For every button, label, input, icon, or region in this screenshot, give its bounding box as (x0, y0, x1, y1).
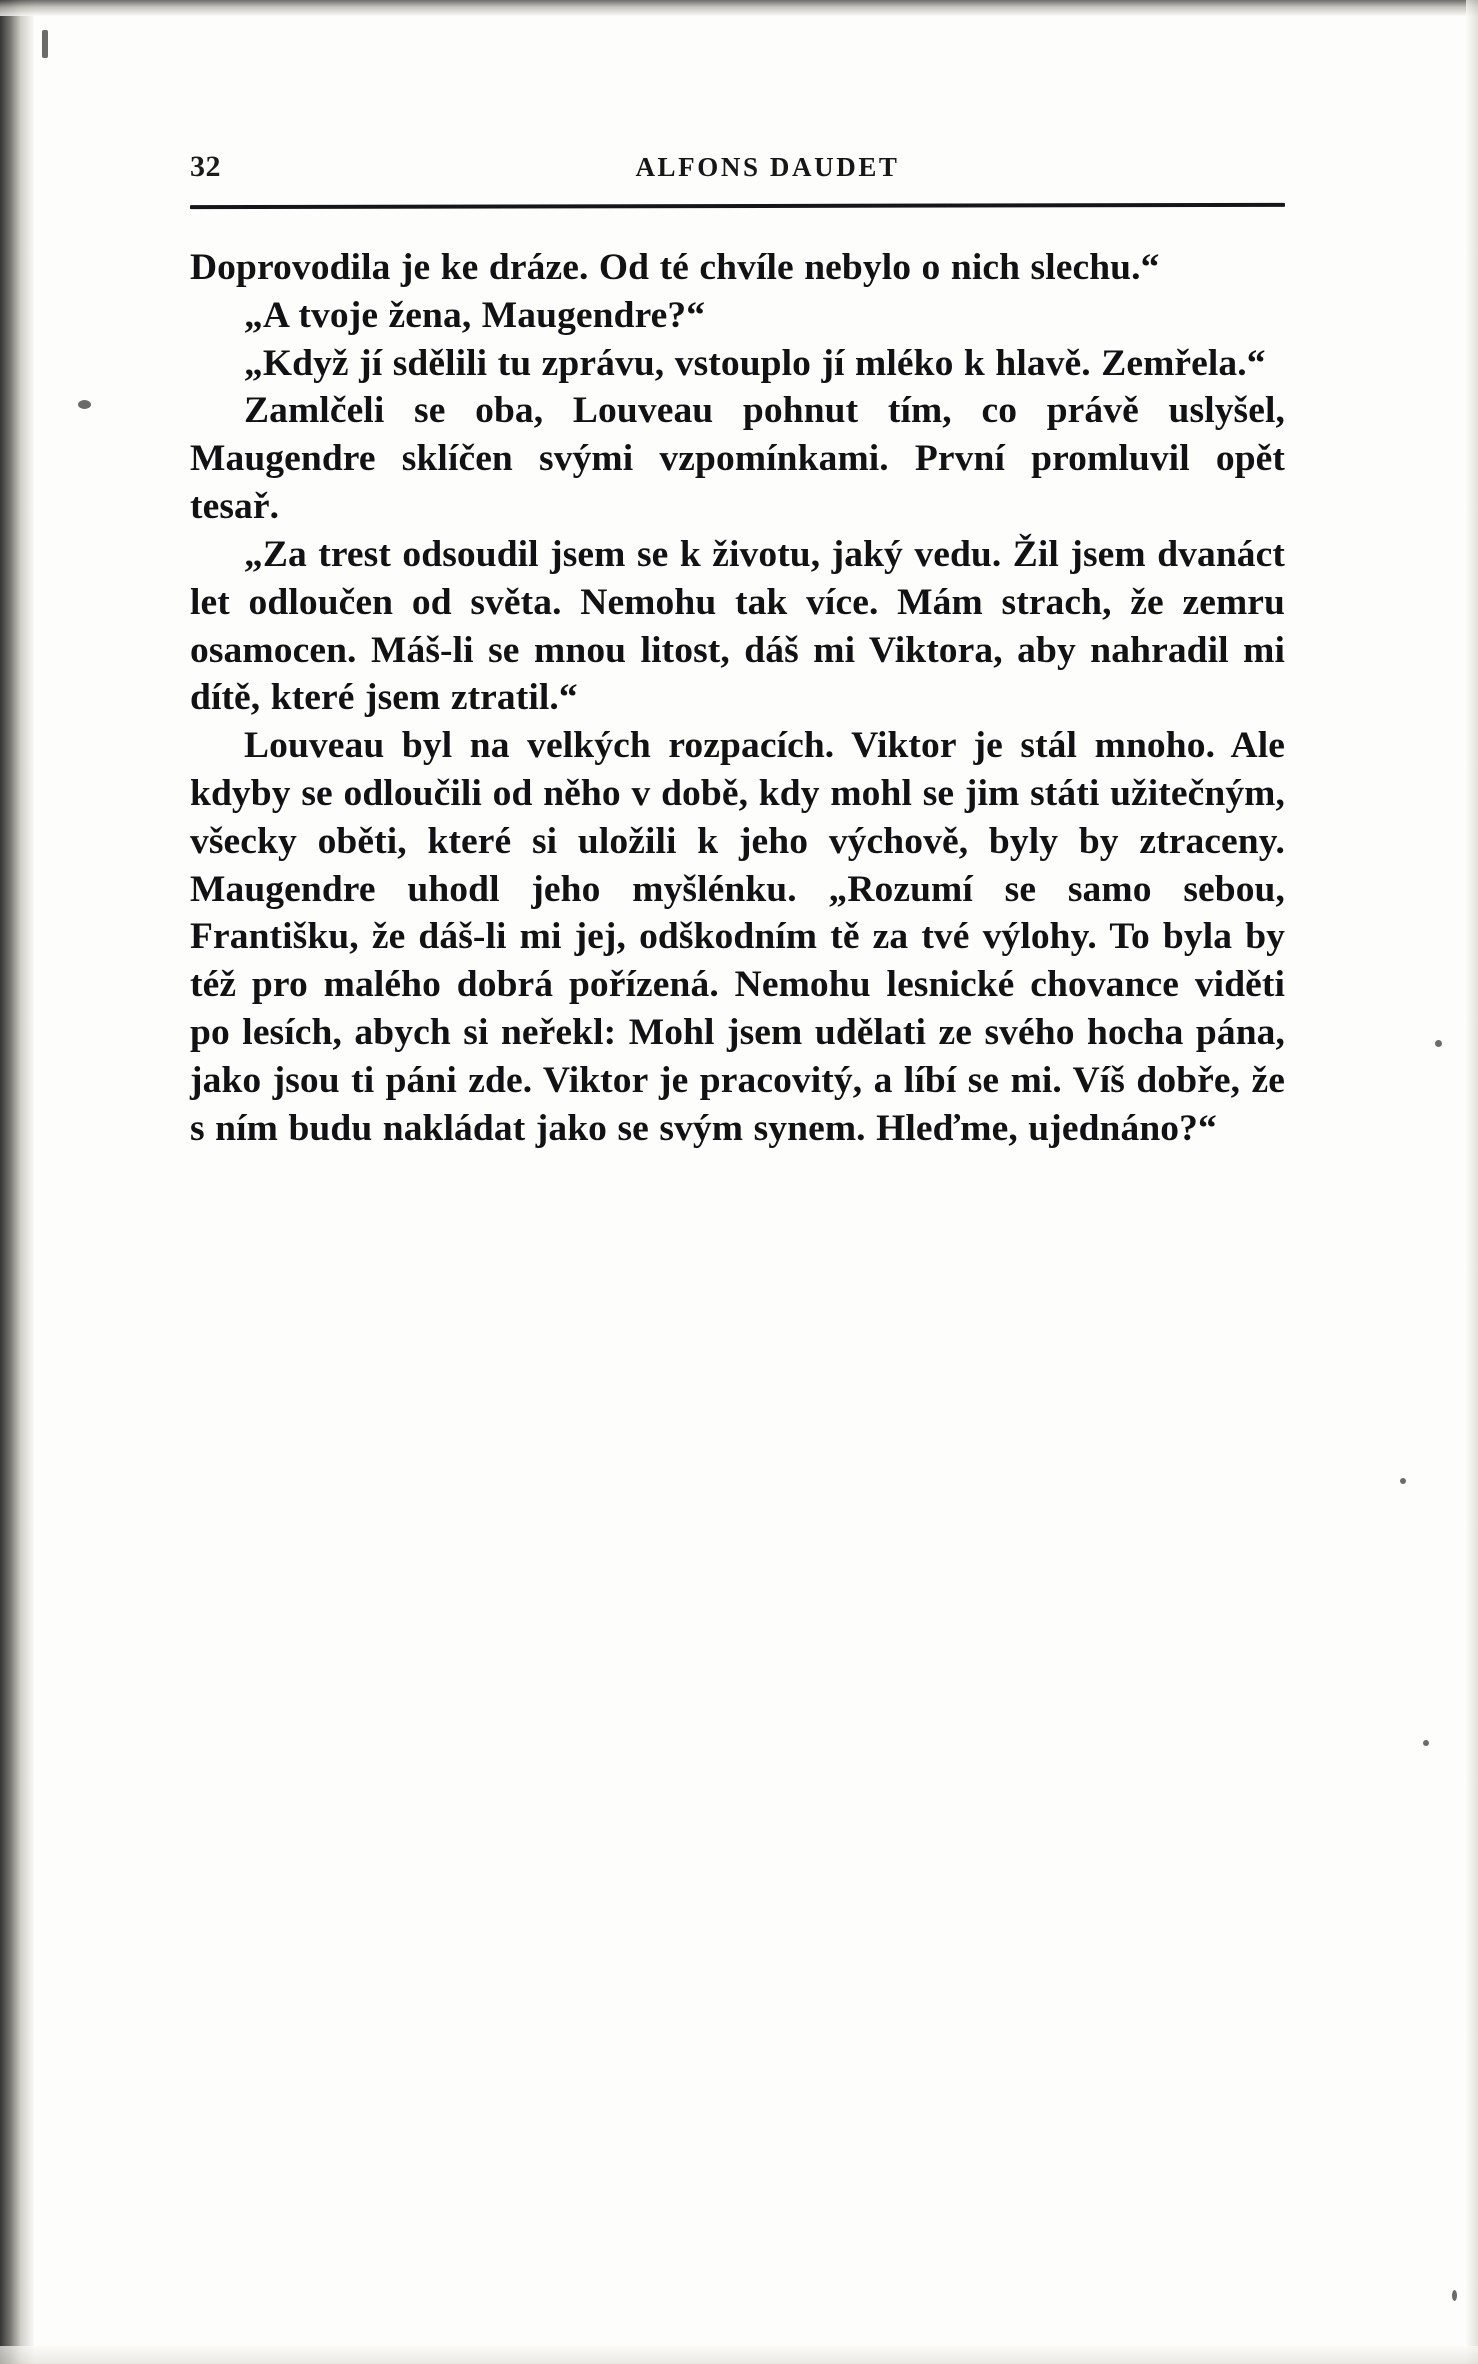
running-title: ALFONS DAUDET (635, 152, 900, 182)
scan-speck (78, 400, 91, 409)
scan-edge-bottom (0, 2346, 1478, 2364)
page-content (190, 150, 1290, 1152)
scan-speck (1435, 1040, 1442, 1047)
scan-speck (1400, 1478, 1406, 1484)
page-number: 32 (190, 150, 221, 183)
header-rule (190, 203, 1285, 209)
paragraph: Louveau byl na velkých rozpacích. Viktor je stál mnoho. Ale kdyby se odloučili od něho v době, kdy mohl se jim státi užitečným, všecky oběti, které si uložili k jeho výchově, byly by ztraceny. Maugendre uhodl jeho myšlénku. „Rozumí se samo sebou, Františku, že dáš-li mi jej, odškodním tě za tvé výlohy. To byla by též pro malého dobrá pořízená. Nemohu lesnické chovance viděti po lesích, abych si neřekl: Mohl jsem udělati ze svého hocha pána, jako jsou ti páni zde. Viktor je pracovitý, a líbí se mi. Víš dobře, že s ním budu nakládat jako se svým synem. Hleďme, ujednáno?“ (190, 725, 1285, 1149)
page-header (190, 150, 1285, 196)
body-text (190, 244, 1285, 1152)
scan-edge-right (1466, 0, 1478, 2364)
scan-edge-top (0, 0, 1478, 16)
scan-speck (42, 30, 48, 58)
scan-speck (1423, 1740, 1429, 1746)
paragraph: „Když jí sdělili tu zprávu, vstouplo jí mléko k hlavě. Zemřela.“ (244, 342, 1266, 384)
paragraph: „Za trest odsoudil jsem se k životu, jaký vedu. Žil jsem dvanáct let odloučen od světa. Nemohu tak více. Mám strach, že zemru osamocen. Máš-li se mnou litost, dáš mi Viktora, aby nahradil mi dítě, které jsem ztratil.“ (190, 533, 1285, 719)
scan-speck (1452, 2290, 1457, 2301)
scan-edge-left (0, 0, 34, 2364)
paragraph: Zamlčeli se oba, Louveau pohnut tím, co právě uslyšel, Maugendre sklíčen svými vzpomínkami. První promluvil opět tesař. (190, 390, 1285, 528)
paragraph: Doprovodila je ke dráze. Od té chvíle nebylo o nich slechu.“ (190, 247, 1160, 288)
paragraph: „A tvoje žena, Maugendre?“ (244, 294, 706, 336)
